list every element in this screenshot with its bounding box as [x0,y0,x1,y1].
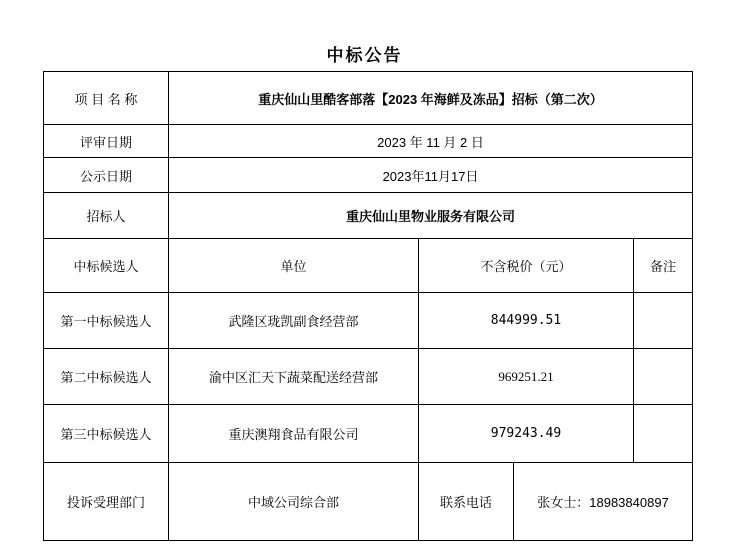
table-row [44,125,693,158]
project-name-value: 重庆仙山里酷客部落【2023 年海鲜及冻品】招标（第二次） [169,72,693,125]
tenderer-label: 招标人 [44,193,169,239]
table-row [44,72,693,125]
candidate-row [44,405,693,463]
candidate-price: 979243.49 [419,405,634,463]
candidate-price: 844999.51 [419,293,634,349]
candidate-remark [634,405,693,463]
candidate-row [44,349,693,405]
candidate-company: 重庆澳翔食品有限公司 [169,405,419,463]
contact-phone-label: 联系电话 [419,463,514,541]
table-row [44,193,693,239]
publicity-date-value: 2023年11月17日 [169,158,693,193]
candidate-rank: 第三中标候选人 [44,405,169,463]
review-date-value: 2023 年 11 月 2 日 [169,125,693,158]
review-date-label: 评审日期 [44,125,169,158]
project-name-label: 项 目 名 称 [44,72,169,125]
candidate-remark [634,349,693,405]
complaints-row [44,463,693,541]
header-price: 不含税价（元） [419,239,634,293]
page-title: 中标公告 [326,46,403,65]
candidates-header-row [44,239,693,293]
complaints-dept-label: 投诉受理部门 [44,463,169,541]
candidate-price: 969251.21 [419,349,634,405]
publicity-date-label: 公示日期 [44,158,169,193]
candidate-company: 武隆区珑凯副食经营部 [169,293,419,349]
header-rank: 中标候选人 [44,239,169,293]
table-row [44,158,693,193]
contact-phone-value: 张女士：18983840897 [514,463,693,541]
header-remark: 备注 [634,239,693,293]
candidate-row [44,293,693,349]
tenderer-value: 重庆仙山里物业服务有限公司 [169,193,693,239]
complaints-dept-value: 中域公司综合部 [169,463,419,541]
candidate-rank: 第一中标候选人 [44,293,169,349]
header-company: 单位 [169,239,419,293]
announcement-table [43,71,693,541]
candidate-remark [634,293,693,349]
candidate-rank: 第二中标候选人 [44,349,169,405]
candidate-company: 渝中区汇天下蔬菜配送经营部 [169,349,419,405]
